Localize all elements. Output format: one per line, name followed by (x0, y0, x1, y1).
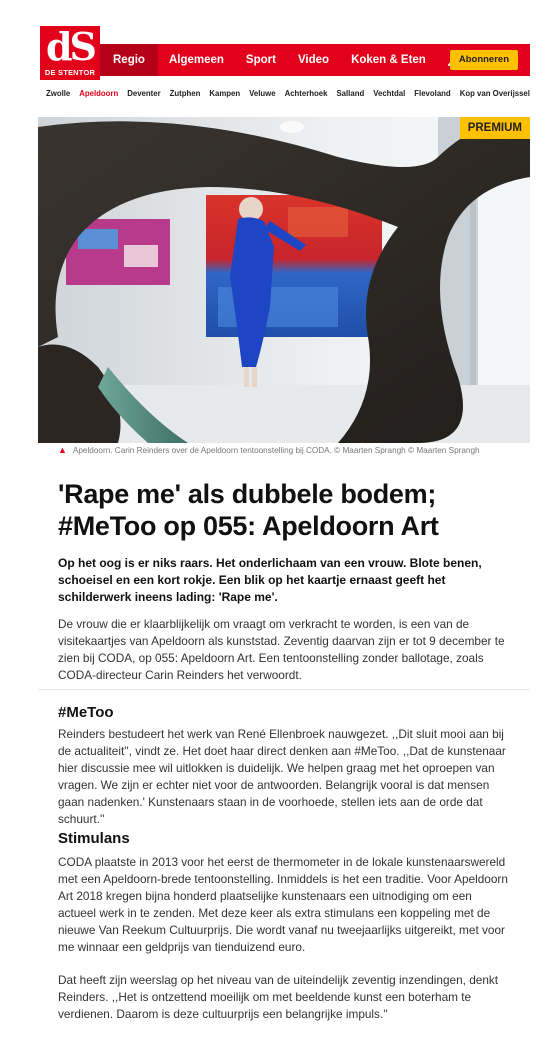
region-zwolle[interactable]: Zwolle (46, 88, 71, 98)
region-veluwe[interactable]: Veluwe (249, 88, 276, 98)
region-achterhoek[interactable]: Achterhoek (284, 88, 328, 98)
caption-triangle-icon: ▲ (58, 445, 67, 455)
article-paragraph-2: Reinders bestudeert het werk van René Ellenbroek nauwgezet. ,,Dit sluit mooi aan bij de actualiteit'', vindt ze. Het doet haar direct denken aan #MeToo. ,,Dat de kunstenaar hier discussie mee wil uitlokken is duidelijk. We helpen graag met het oproepen van vragen. We zijn er echter niet voor de antwoorden. Belangrijk vooral is dat mensen gaan nadenken.' Kunstenaars staan in de voorhoede, stellen iets aan de orde dat schuurt.'' (58, 727, 506, 826)
region-flevoland[interactable]: Flevoland (414, 88, 451, 98)
subhead-stimulans: Stimulans (58, 830, 130, 847)
region-kop-van-overijssel[interactable]: Kop van Overijssel (459, 88, 530, 98)
region-zutphen[interactable]: Zutphen (169, 88, 201, 98)
region-kampen[interactable]: Kampen (209, 88, 241, 98)
article-headline (58, 478, 518, 542)
nav-item-sport[interactable]: Sport (245, 54, 276, 66)
hero-image (38, 117, 530, 443)
article-paragraph-3: CODA plaatste in 2013 voor het eerst de thermometer in de lokale kunstenaarswereld met een Apeldoorn-brede tentoonstelling. Inmiddels is het een traditie. Voor Apeldoorn Art 2018 kregen bijna honderd plaatselijke kunstenaars een uitnodiging om een actueel werk in te zenden. Met deze keer als extra stimulans een koppeling met de nieuwe Van Reekum Cultuurprijs. Die wordt vanaf nu tweejaarlijks uitgereikt, met voor me winnaar een geldprijs van tienduizend euro. (58, 855, 508, 954)
nav-item-koken-eten[interactable]: Koken & Eten (351, 54, 426, 66)
subscribe-button[interactable]: Abonneren (450, 50, 518, 70)
logo-name: DE STENTOR (44, 68, 96, 77)
region-nav (46, 84, 530, 102)
subhead-metoo: #MeToo (58, 704, 114, 721)
logo-mark: dS (45, 24, 94, 69)
article-paragraph-1: De vrouw die er klaarblijkelijk om vraagt om verkracht te worden, is een van de visitekaartjes van Apeldoorn als kunststad. Zeventig daarvan zijn er tot 9 december te zien bij CODA, op 055: Apeldoorn Art. Een tentoonstelling zonder ballotage, zoals CODA-directeur Carin Reinders het verwoordt. (58, 617, 505, 682)
section-divider (38, 689, 530, 690)
article-lead: Op het oog is er niks raars. Het onderlichaam van een vrouw. Blote benen, schoeisel en een kort rokje. Een blik op het kaartje ernaast geeft het schilderwerk ineens lading: 'Rape me'. (58, 556, 482, 604)
site-logo[interactable] (40, 26, 100, 80)
premium-badge: PREMIUM (460, 117, 530, 139)
nav-item-video[interactable]: Video (297, 54, 330, 66)
headline-line-2: #MeToo op 055: Apeldoorn Art (58, 511, 439, 541)
nav-item-algemeen[interactable]: Algemeen (168, 54, 224, 66)
image-caption (38, 445, 530, 459)
hero-photo (38, 117, 530, 443)
headline-line-1: 'Rape me' als dubbele bodem; (58, 479, 437, 509)
main-nav (100, 44, 530, 76)
region-salland[interactable]: Salland (336, 88, 365, 98)
caption-text: Apeldoorn. Carin Reinders over de Apeldoorn tentoonstelling bij CODA. © Maarten Sprangh © Maarten Sprangh (72, 446, 480, 455)
region-deventer[interactable]: Deventer (127, 88, 161, 98)
nav-item-regio[interactable]: Regio (100, 44, 158, 76)
region-apeldoorn[interactable]: Apeldoorn (79, 88, 119, 98)
article-paragraph-4: Dat heeft zijn weerslag op het niveau van de uiteindelijk zeventig inzendingen, denkt Reinders. ,,Het is ontzettend moeilijk om met beeldende kunst een boterham te verdienen. Daarom is deze cultuurprijs een belangrijke impuls.'' (58, 973, 499, 1021)
region-vechtdal[interactable]: Vechtdal (373, 88, 406, 98)
